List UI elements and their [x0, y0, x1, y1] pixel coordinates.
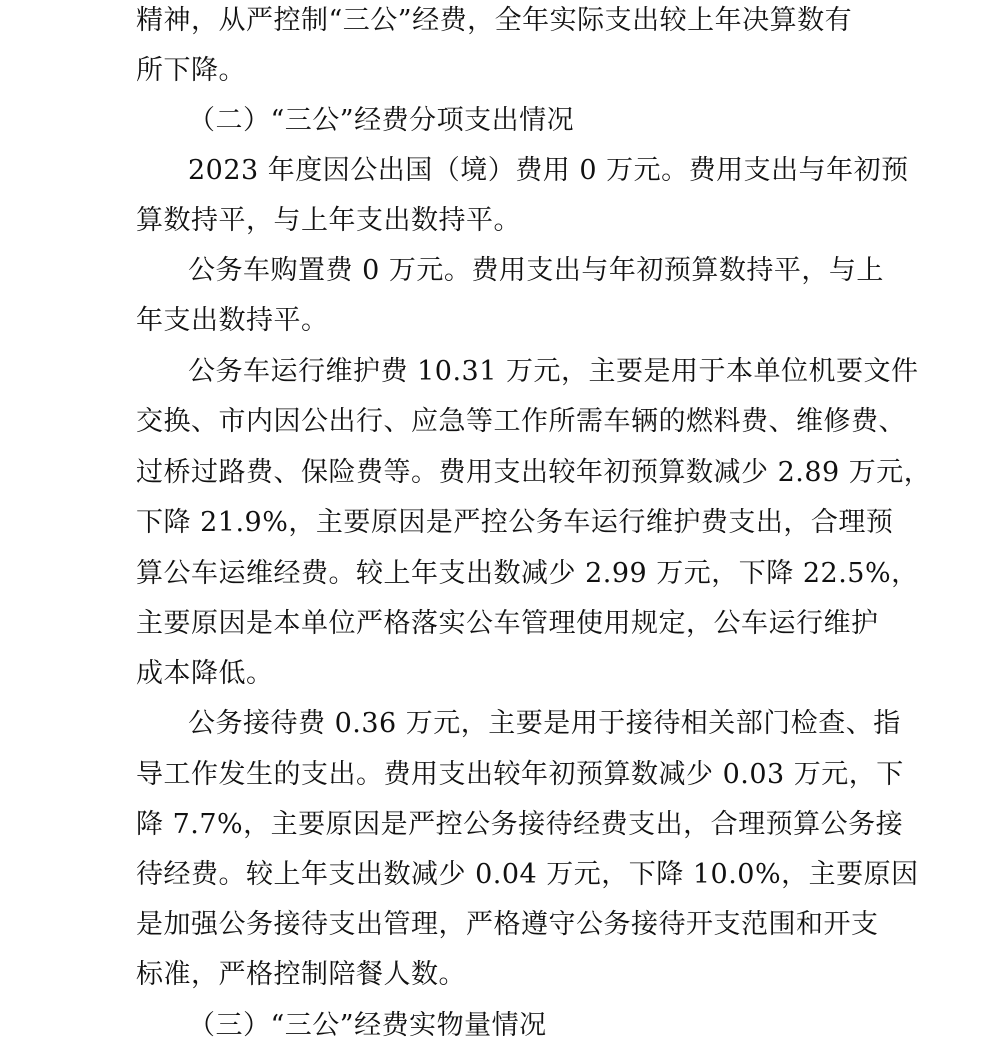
text-line: 所下降。	[136, 55, 246, 86]
text-line: 标准，严格控制陪餐人数。	[136, 959, 466, 990]
text-line: 2023 年度因公出国（境）费用 0 万元。费用支出与年初预	[188, 155, 909, 186]
text-line: 公务接待费 0.36 万元，主要是用于接待相关部门检查、指	[188, 708, 901, 739]
text-line: 交换、市内因公出行、应急等工作所需车辆的燃料费、维修费、	[136, 406, 906, 437]
section-heading: （二）“三公”经费分项支出情况	[188, 105, 575, 136]
text-line: 算数持平，与上年支出数持平。	[136, 205, 521, 236]
text-line: 年支出数持平。	[136, 305, 329, 336]
text-line: 成本降低。	[136, 658, 274, 689]
text-line: 降 7.7%，主要原因是严控公务接待经费支出，合理预算公务接	[136, 809, 904, 840]
text-line: 主要原因是本单位严格落实公车管理使用规定，公车运行维护	[136, 608, 879, 639]
text-line: 公务车运行维护费 10.31 万元，主要是用于本单位机要文件	[188, 356, 919, 387]
text-line: 过桥过路费、保险费等。费用支出较年初预算数减少 2.89 万元，	[136, 457, 932, 488]
text-line: 是加强公务接待支出管理，严格遵守公务接待开支范围和开支	[136, 909, 879, 940]
text-line: 公务车购置费 0 万元。费用支出与年初预算数持平，与上	[188, 255, 884, 286]
text-line: 精神，从严控制“三公”经费，全年实际支出较上年决算数有	[136, 5, 853, 36]
text-line: 待经费。较上年支出数减少 0.04 万元，下降 10.0%，主要原因	[136, 859, 919, 890]
text-line: 导工作发生的支出。费用支出较年初预算数减少 0.03 万元，下	[136, 759, 904, 790]
section-heading: （三）“三公”经费实物量情况	[188, 1010, 547, 1041]
text-line: 下降 21.9%，主要原因是严控公务车运行维护费支出，合理预	[136, 507, 894, 538]
text-line: 算公车运维经费。较上年支出数减少 2.99 万元，下降 22.5%，	[136, 558, 919, 589]
